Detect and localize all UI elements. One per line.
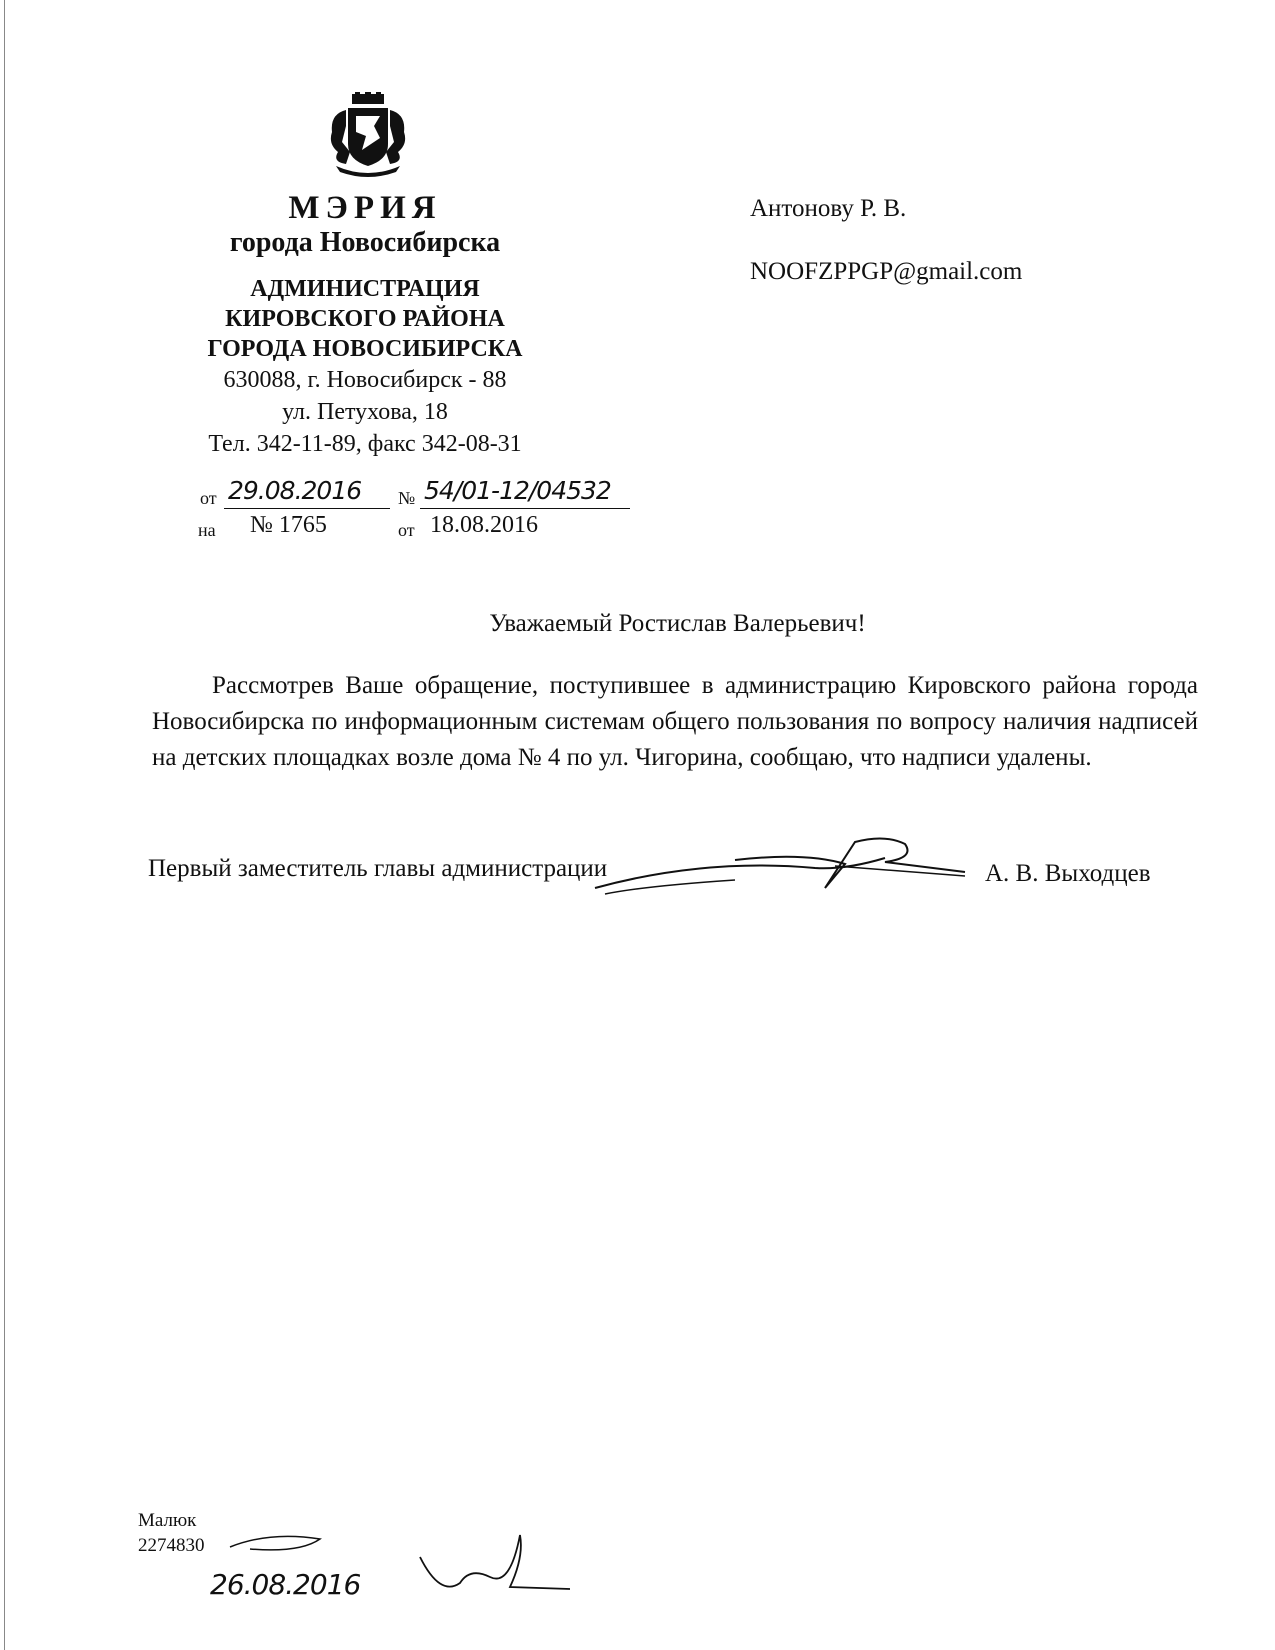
salutation: Уважаемый Ростислав Валерьевич!: [489, 610, 866, 637]
letterhead-city: города Новосибирска: [229, 227, 501, 258]
executor-handwritten-date: 26.08.2016: [210, 1568, 361, 1601]
executor-signature-scribble: [190, 1527, 570, 1613]
letterhead-address: [170, 364, 560, 460]
scan-edge-line: [4, 0, 5, 1650]
reg-date-underline: [224, 508, 390, 509]
reg-number-underline: [420, 508, 630, 509]
signer-title: Первый заместитель главы администрации: [148, 855, 608, 882]
reg-on-number: № 1765: [250, 512, 327, 538]
letterhead-admin: [170, 274, 560, 364]
executor-name: Малюк: [138, 1510, 197, 1531]
address-line-1: 630088, г. Новосибирск - 88: [223, 367, 507, 393]
coat-of-arms-icon: [322, 92, 414, 178]
reg-number: 54/01-12/04532: [424, 476, 611, 505]
address-line-2: ул. Петухова, 18: [282, 399, 448, 425]
letter-body: Рассмотрев Ваше обращение, поступившее в администрацию Кировского района города Новосибирска по информационным системам общего пользования по вопросу наличия надписей на детских площадках возле дома № 4 по ул. Чигорина, сообщаю, что надписи удалены.: [152, 672, 1198, 771]
phone-line: Тел. 342-11-89, факс 342-08-31: [208, 431, 522, 457]
executor-phone: 2274830: [138, 1535, 205, 1556]
reg-on-label: на: [198, 520, 216, 540]
signer-name: А. В. Выходцев: [985, 860, 1151, 887]
signature-scribble: [585, 828, 975, 904]
reg-date: 29.08.2016: [228, 476, 362, 505]
reg-on-from-label: от: [398, 520, 415, 540]
admin-line-1: АДМИНИСТРАЦИЯ: [250, 276, 480, 302]
recipient-name: Антонову Р. В.: [750, 195, 907, 222]
letterhead-meria: МЭРИЯ: [288, 190, 442, 226]
reg-number-label: №: [398, 488, 416, 508]
reg-on-date: 18.08.2016: [430, 512, 538, 538]
reg-from-label: от: [200, 488, 217, 508]
admin-line-3: ГОРОДА НОВОСИБИРСКА: [207, 336, 523, 362]
admin-line-2: КИРОВСКОГО РАЙОНА: [225, 306, 505, 332]
recipient-email: NOOFZPPGP@gmail.com: [750, 258, 1023, 285]
